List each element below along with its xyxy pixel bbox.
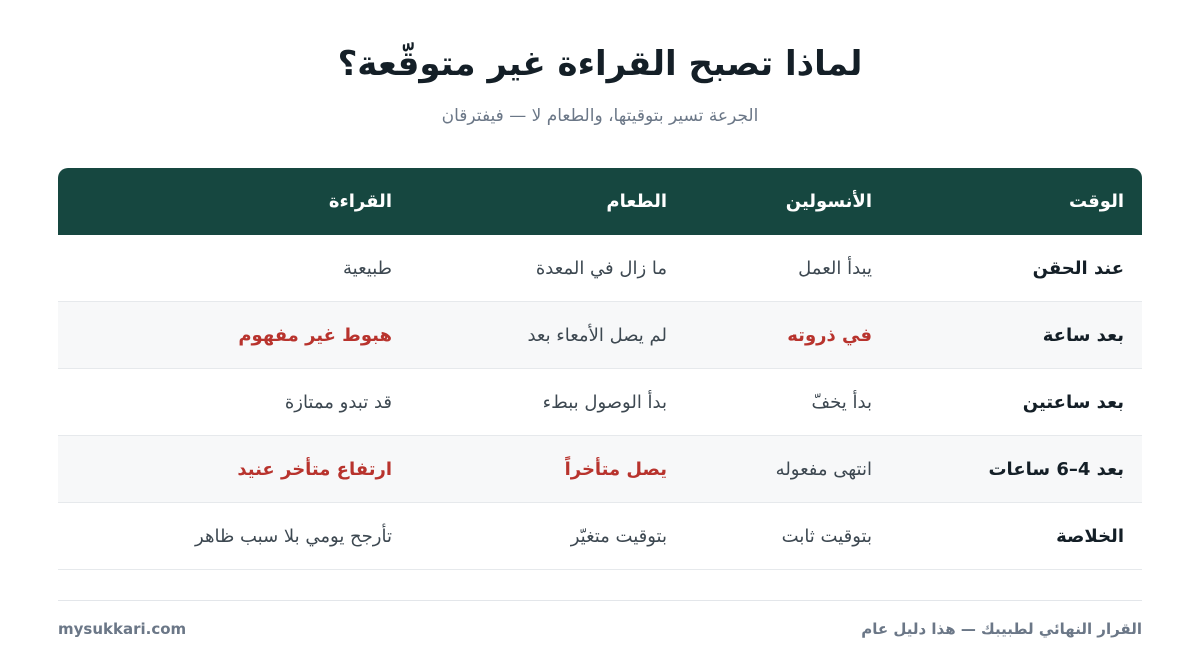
- cell-time: بعد ساعة: [1042, 324, 1124, 346]
- cell-reading: قد تبدو ممتازة: [284, 391, 392, 413]
- table-row: [58, 436, 1142, 503]
- cell-insulin: يبدأ العمل: [798, 257, 872, 279]
- page-subtitle: الجرعة تسير بتوقيتها، والطعام لا — فيفترقان: [441, 106, 759, 126]
- column-header-reading: القراءة: [328, 191, 392, 212]
- cell-reading: ارتفاع متأخر عنيد: [237, 458, 392, 480]
- cell-insulin: بتوقيت ثابت: [781, 525, 872, 547]
- column-header-time: الوقت: [1068, 191, 1124, 212]
- cell-food: بتوقيت متغيّر: [570, 525, 667, 547]
- cell-time: الخلاصة: [1056, 525, 1124, 547]
- cell-reading: تأرجح يومي بلا سبب ظاهر: [195, 525, 392, 547]
- cell-insulin: بدأ يخفّ: [811, 391, 872, 413]
- cell-food: بدأ الوصول ببطء: [542, 391, 667, 413]
- column-header-food: الطعام: [606, 191, 667, 212]
- cell-reading: طبيعية: [343, 257, 392, 279]
- table-row: [58, 302, 1142, 369]
- table-row: [58, 235, 1142, 302]
- page-title: لماذا تصبح القراءة غير متوقّعة؟: [337, 44, 863, 84]
- footer-site-link[interactable]: mysukkari.com: [58, 620, 187, 638]
- footer-disclaimer: القرار النهائي لطبيبك — هذا دليل عام: [861, 620, 1142, 638]
- cell-time: عند الحقن: [1032, 257, 1124, 279]
- table-row: [58, 503, 1142, 570]
- cell-insulin: انتهى مفعوله: [775, 458, 872, 480]
- cell-food: لم يصل الأمعاء بعد: [527, 324, 667, 346]
- table-header: [58, 168, 1142, 235]
- footer-divider: [58, 600, 1142, 601]
- cell-food: يصل متأخراً: [564, 458, 667, 480]
- cell-time: بعد 4–6 ساعات: [988, 458, 1124, 480]
- table-row: [58, 369, 1142, 436]
- cell-insulin: في ذروته: [787, 324, 872, 346]
- column-header-insulin: الأنسولين: [785, 191, 872, 212]
- cell-reading: هبوط غير مفهوم: [238, 324, 392, 346]
- cell-food: ما زال في المعدة: [535, 257, 667, 279]
- cell-time: بعد ساعتين: [1022, 391, 1124, 413]
- comparison-table: [58, 168, 1142, 570]
